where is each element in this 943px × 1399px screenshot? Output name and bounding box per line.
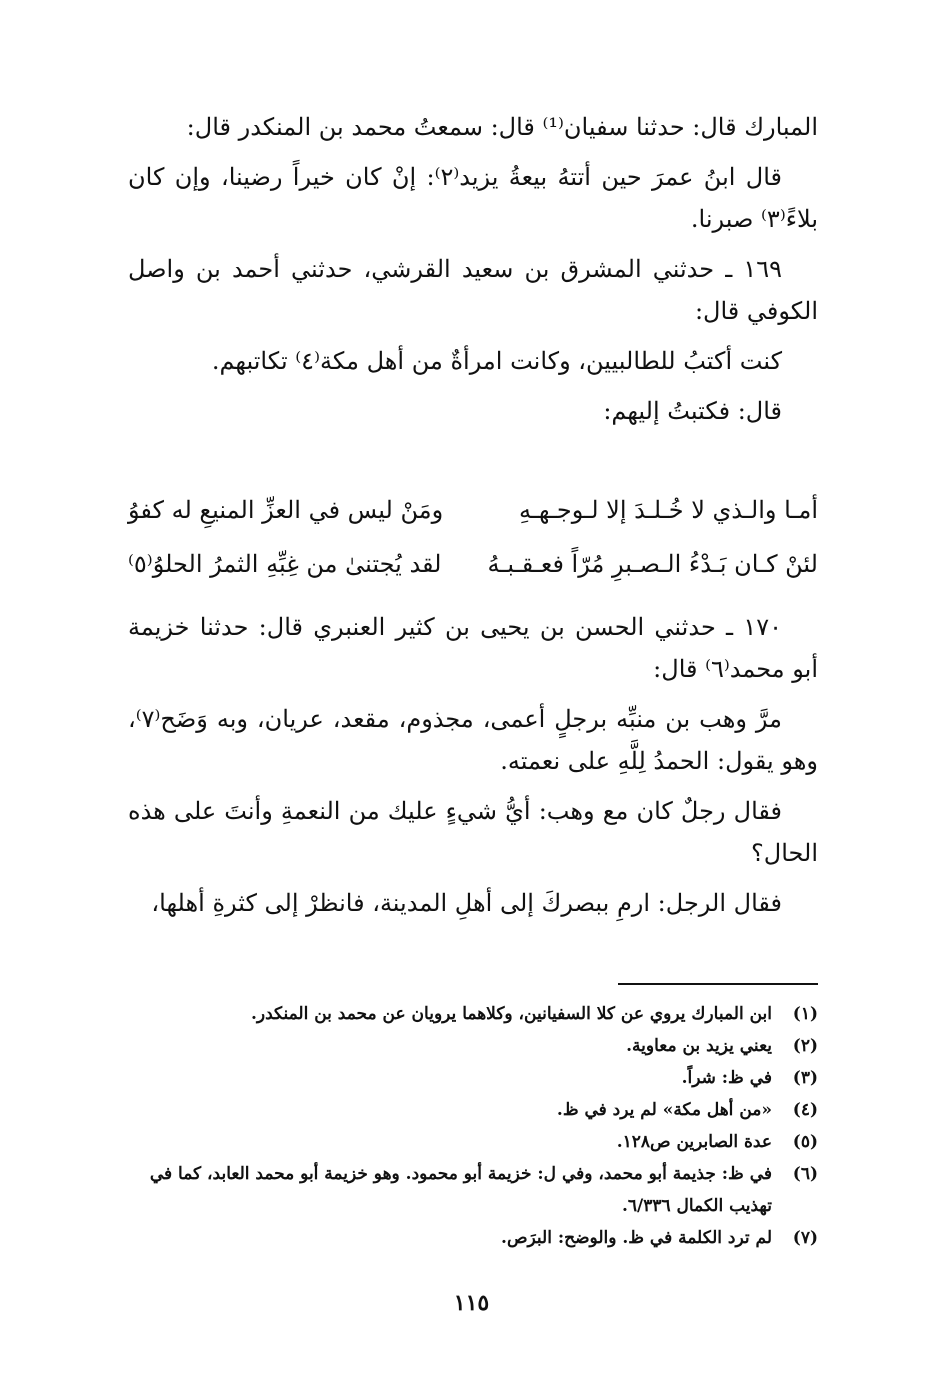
footnote-number: (٧): [792, 1228, 818, 1248]
footnote-text: يعني يزيد بن معاوية.: [626, 1036, 772, 1056]
footnote-number: (٢): [792, 1036, 818, 1056]
footnote-text: عدة الصابرين ص١٢٨.: [616, 1132, 772, 1152]
poem-verse: [128, 550, 818, 594]
text-block-top: [128, 106, 818, 432]
footnote: [128, 1158, 818, 1222]
page-number: ١١٥: [453, 1290, 490, 1316]
poem-hemistich-left: لقد يُجتنىٰ من غِبِّهِ الثمرُ الحلوُ⁽٥⁾: [128, 550, 442, 578]
footnote: [128, 998, 818, 1030]
footnote: [128, 1030, 818, 1062]
paragraph: فقال الرجل: ارمِ ببصركَ إلى أهلِ المدينة، فانظرْ إلى كثرةِ أهلها،: [151, 889, 782, 917]
paragraph: قال: فكتبتُ إليهم:: [603, 397, 782, 425]
footnote-text: في ظ: شراً.: [681, 1068, 772, 1088]
footnote-number: (٣): [792, 1068, 818, 1088]
footnote-text: ابن المبارك يروي عن كلا السفيانين، وكلاهما يرويان عن محمد بن المنكدر.: [251, 1004, 772, 1024]
poem-hemistich-right: أمـا والـذي لا خُـلـدَ إلا لـوجـهـهِ: [518, 496, 818, 524]
footnote: [128, 1062, 818, 1094]
footnote-number: (٦): [792, 1164, 818, 1184]
poem-hemistich-right: لئنْ كـان بَـدْءُ الـصـبرِ مُرّاً فعـقـبـهُ: [487, 550, 818, 578]
poem-verse: [128, 496, 818, 540]
paragraph: مرَّ وهب بن منبِّه برجلٍ أعمى، مجذوم، مقعد، عريان، وبه وَضَح⁽٧⁾، وهو يقول: الحمدُ لِلَّهِ على نعمته.: [128, 705, 818, 775]
footnote-number: (٥): [792, 1132, 818, 1152]
footnote: [128, 1094, 818, 1126]
footnote-text: لم ترد الكلمة في ظ. والوضح: البرَص.: [501, 1228, 772, 1248]
poem-hemistich-left: ومَنْ ليس في العزِّ المنيعِ له كفوُ: [128, 496, 444, 524]
footnote: [128, 1222, 818, 1254]
footnote-number: (٤): [792, 1100, 818, 1120]
paragraph: ١٦٩ ـ حدثني المشرق بن سعيد القرشي، حدثني أحمد بن واصل الكوفي قال:: [128, 255, 818, 325]
footnote: [128, 1126, 818, 1158]
paragraph: كنت أكتبُ للطالبيين، وكانت امرأةٌ من أهل مكة⁽٤⁾ تكاتبهم.: [211, 347, 782, 375]
footnote-number: (١): [792, 1004, 818, 1024]
footnotes: [128, 998, 818, 1254]
paragraph: فقال رجلٌ كان مع وهب: أيُّ شيءٍ عليك من النعمةِ وأنتَ على هذه الحال؟: [128, 797, 818, 867]
paragraph: المبارك قال: حدثنا سفيان⁽¹⁾ قال: سمعتُ محمد بن المنكدر قال:: [186, 113, 818, 141]
footnote-text: في ظ: جذيمة أبو محمد، وفي ل: خزيمة أبو محمود. وهو خزيمة أبو محمد العابد، كما في تهذيب الكمال ٦/٣٣٦.: [149, 1164, 772, 1216]
text-block-bottom: [128, 606, 818, 924]
paragraph: قال ابنُ عمرَ حين أتتهُ بيعةُ يزيد⁽٢⁾: إنْ كان خيراً رضينا، وإن كان بلاءً⁽٣⁾ صبرنا.: [128, 163, 818, 233]
footnote-text: «من أهل مكة» لم يرد في ظ.: [556, 1100, 772, 1120]
footnote-separator: [618, 983, 818, 985]
paragraph: ١٧٠ ـ حدثني الحسن بن يحيى بن كثير العنبري قال: حدثنا خزيمة أبو محمد⁽٦⁾ قال:: [128, 613, 818, 683]
